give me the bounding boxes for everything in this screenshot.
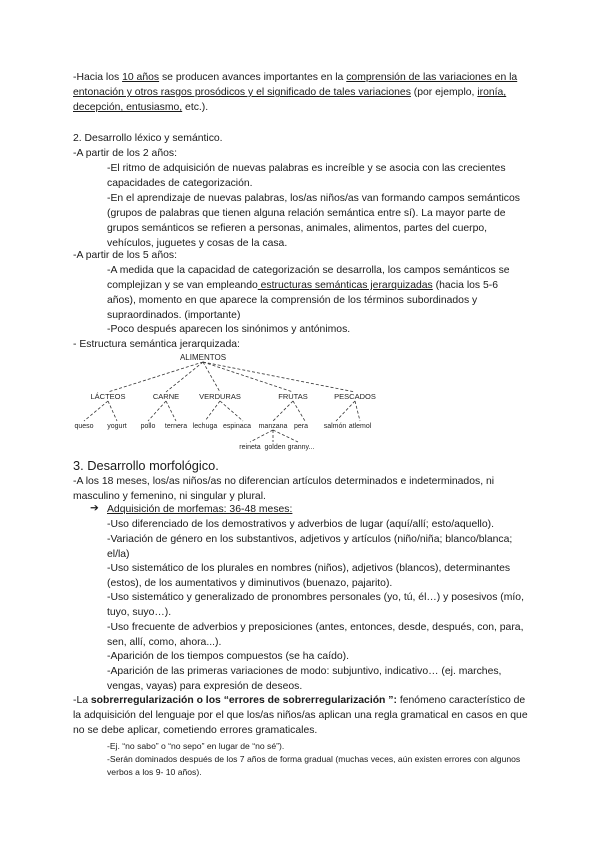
tree-leaf: manzana	[258, 423, 288, 430]
intro-text-3: (por ejemplo,	[410, 87, 478, 98]
item-adverbs: -Uso frecuente de adverbios y preposiciones (antes, entonces, desde, después, con, para, sen, allí, como, ahora...).	[107, 622, 524, 648]
tree-leaf: salmón	[323, 423, 347, 430]
tree-category: CARNE	[152, 392, 180, 401]
tree-subleaf: reineta	[239, 444, 261, 451]
item-pronouns: -Uso sistemático y generalizado de pronombres personales (yo, tú, él…) y posesivos (mío, tuyo, suyo…).	[107, 592, 524, 618]
hierarchical-text-a: -A medida que la capacidad de categorización se desarrolla, los campos semánticos se complejizan y se van empleando	[107, 265, 510, 291]
overreg-prefix: -La	[73, 695, 91, 706]
tree-subleaf: granny...	[287, 444, 315, 451]
intro-underline-examples: ironía, decepción, entusiasmo,	[73, 87, 507, 113]
tree-subleaf: golden	[264, 444, 286, 451]
item-gender: -Variación de género en los substantivos, adjetivos y artículos (niño/niña; blanco/blanca; el/la)	[107, 534, 513, 560]
bullet-synonyms: -Poco después aparecen los sinónimos y antónimos.	[107, 324, 351, 335]
overregularization-paragraph	[73, 693, 533, 738]
tree-leaf: yogurt	[107, 423, 127, 430]
morphemes-heading	[107, 502, 527, 517]
overreg-bold: sobrerregularización o los “errores de sobrerregularización ”:	[90, 695, 397, 706]
tree-leaf: atlemol	[348, 423, 372, 430]
item-mood: -Aparición de las primeras variaciones de modo: subjuntivo, indicativo… (ej. marches, vengas, vayas) para expresión de deseos.	[107, 666, 502, 692]
arrow-icon: ➔	[90, 503, 99, 514]
tree-leaf: lechuga	[192, 423, 218, 430]
from-2-years: -A partir de los 2 años:	[73, 148, 177, 159]
intro-text-1: -Hacia los	[73, 72, 123, 83]
tree-category: VERDURAS	[199, 392, 241, 401]
bullet-semantic-fields: -En el aprendizaje de nuevas palabras, los/as niños/as van formando campos semánticos (grupos de palabras que tienen alguna relación semántica entre sí). La mayor parte de grupos semánticos se refieren a personas, animales, alimentos, partes del cuerpo, vehículos, juguetes y cosas de la casa.	[107, 193, 520, 249]
intro-underline-comprehension: comprensión de las variaciones en la entonación y otros rasgos prosódicos y el significado de tales variaciones	[73, 72, 518, 98]
tree-leaf: pera	[293, 423, 309, 430]
structure-label: - Estructura semántica jerarquizada:	[73, 339, 240, 350]
example-line: -Ej. “no sabo” o “no sepo” en lugar de “no sé”).	[107, 741, 285, 751]
intro-underline-age: 10 años	[122, 72, 160, 83]
section2-heading: 2. Desarrollo léxico y semántico.	[73, 133, 223, 144]
mastery-line: -Serán dominados después de los 7 años de forma gradual (muchas veces, aún existen errores con algunos verbos a los 9- 10 años).	[107, 754, 521, 777]
hierarchical-text-b: (hacia los 5-6 años), momento en que aparece la comprensión de los términos subordinados y supraordinados. (importante)	[107, 280, 499, 321]
bullet-vocab-rhythm: -El ritmo de adquisición de nuevas palabras es increíble y se asocia con las crecientes capacidades de categorización.	[107, 163, 506, 189]
tree-leaf: queso	[74, 423, 94, 430]
tree-root: ALIMENTOS	[179, 353, 227, 362]
item-compound-tenses: -Aparición de los tiempos compuestos (se ha caído).	[107, 651, 349, 662]
overreg-text: fenómeno característico de la adquisición del lenguaje por el que los/as niños/as aplican una regla gramatical en casos en que no se debe aplicar, cometiendo errores gramaticales.	[73, 695, 528, 736]
paragraph-18-months: -A los 18 meses, los/as niños/as no diferencian artículos determinados e indeterminados, ni masculino y femenino, ni singular y plural.	[73, 476, 495, 502]
intro-text-2: se producen avances importantes en la	[159, 72, 347, 83]
tree-category: FRUTAS	[278, 392, 308, 401]
tree-leaf: ternera	[164, 423, 188, 430]
tree-leaf: pollo	[140, 423, 156, 430]
from-5-years: -A partir de los 5 años:	[73, 250, 177, 261]
hierarchical-underline: estructuras semánticas jerarquizadas	[257, 280, 433, 291]
section3-heading: 3. Desarrollo morfológico.	[73, 458, 219, 473]
item-demonstratives: -Uso diferenciado de los demostrativos y adverbios de lugar (aquí/allí; esto/aquello).	[107, 519, 494, 530]
item-plurals: -Uso sistemático de los plurales en nombres (niños), adjetivos (blancos), determinantes (estos), de los aumentativos y diminutivos (buenazo, pajarito).	[107, 563, 511, 589]
tree-leaf: espinaca	[222, 423, 252, 430]
morphemes-underline: Adquisición de morfemas: 36-48 meses:	[107, 504, 293, 515]
tree-category: PESCADOS	[334, 392, 376, 401]
tree-category: LÁCTEOS	[90, 392, 126, 401]
intro-text-4: etc.).	[182, 102, 209, 113]
